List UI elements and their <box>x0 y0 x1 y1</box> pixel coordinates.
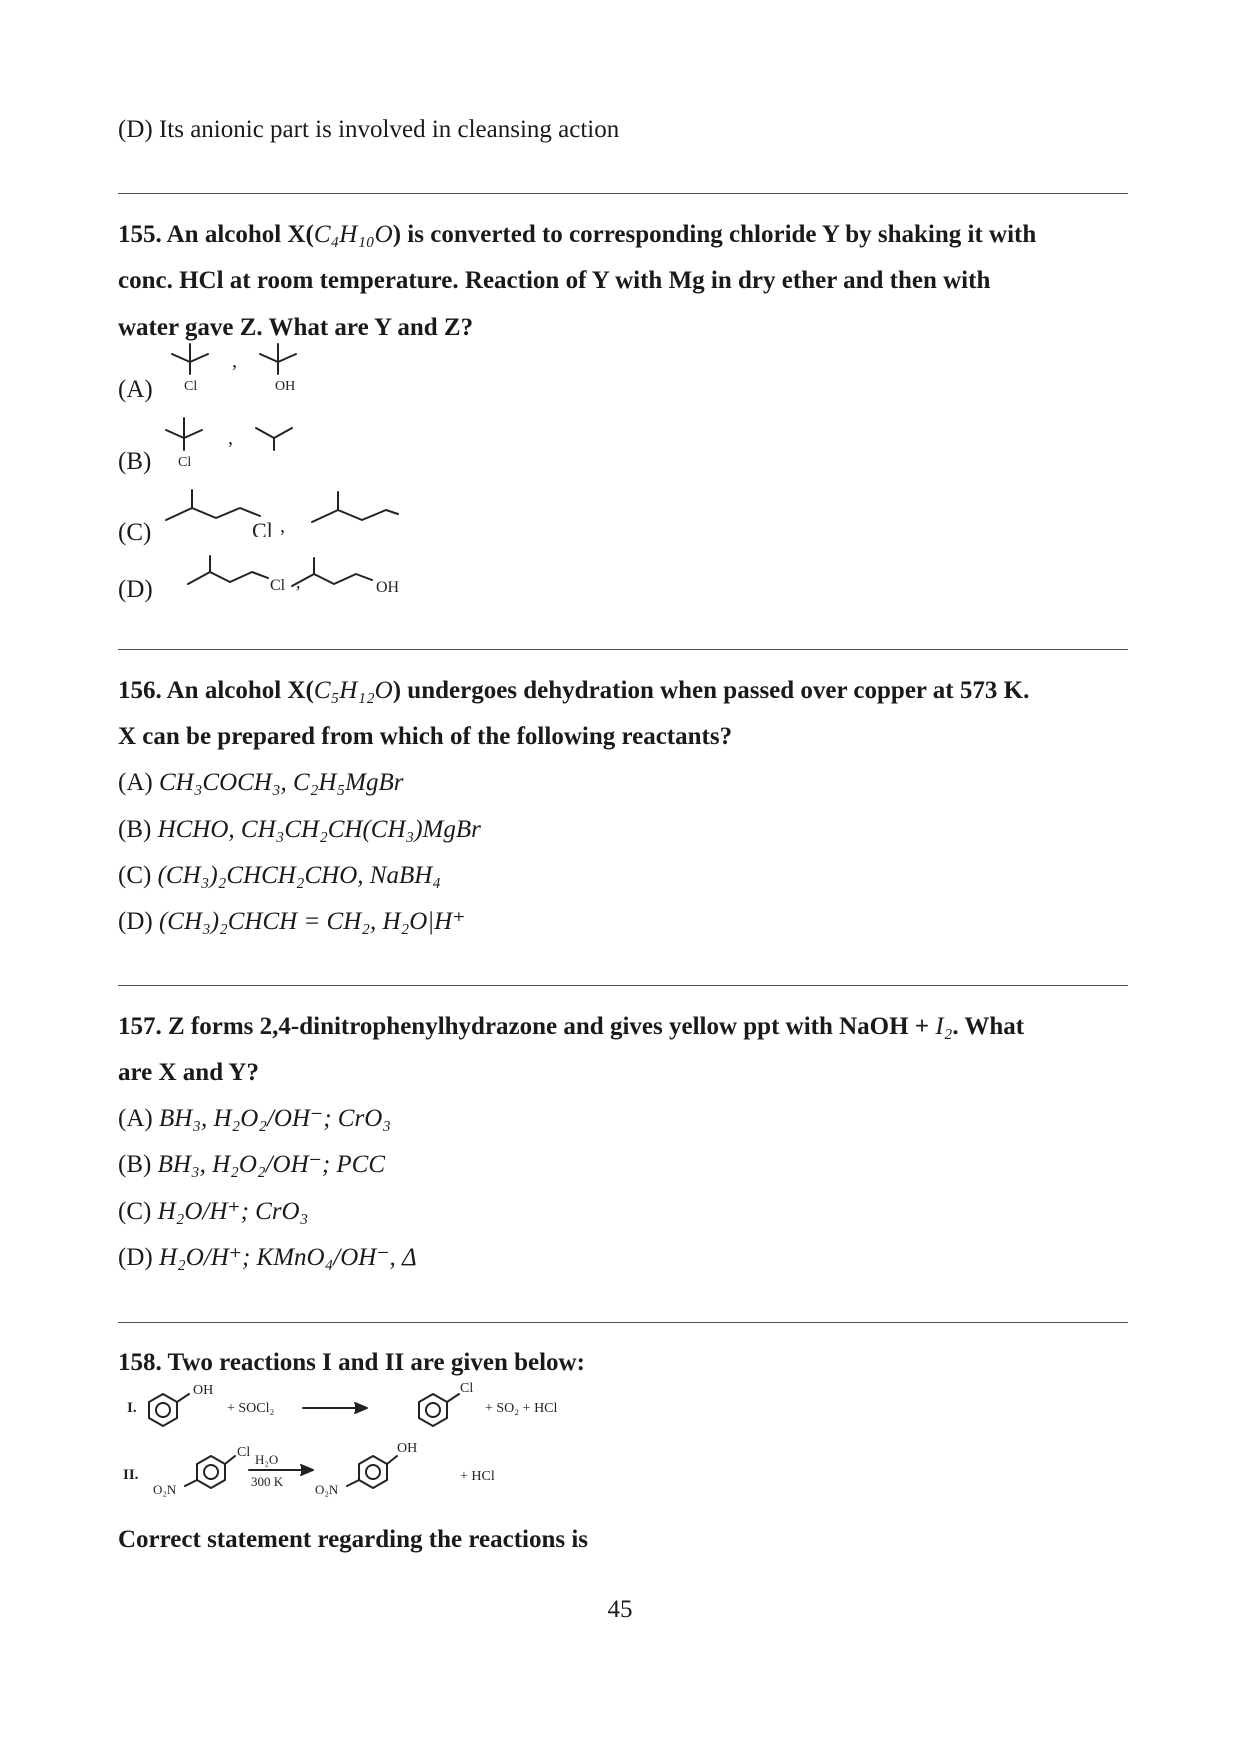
option-label: (C) <box>118 862 152 889</box>
q155-option-b-structures <box>160 410 340 475</box>
q158-reactions-diagram <box>115 1376 635 1511</box>
benzene-ring-icon <box>347 1456 397 1488</box>
condition-top: H₂O <box>255 1452 279 1467</box>
option-text: BH₃, H₂O₂/OH⁻; CrO₃ <box>158 1105 391 1132</box>
q157-reagent: I₂ <box>935 1013 953 1040</box>
q155-line1b: ) is converted to corresponding chloride Y by shaking it with <box>392 221 1037 248</box>
q157-line1b: . What <box>952 1013 1025 1040</box>
q156-line1b: ) undergoes dehydration when passed over copper at 573 K. <box>392 677 1030 704</box>
cl-label: Cl <box>178 455 192 470</box>
reaction-arrow-icon <box>303 1403 367 1413</box>
q155-line1a: 155. An alcohol X( <box>118 221 314 248</box>
q157-line1 <box>118 1012 1024 1042</box>
comma: , <box>296 572 301 592</box>
benzene-ring-icon <box>185 1456 235 1488</box>
option-label: (B) <box>118 816 152 843</box>
reaction-label: II. <box>123 1467 139 1483</box>
benzene-ring-icon <box>149 1394 189 1426</box>
option-text: H₂O/H⁺; CrO₃ <box>157 1198 309 1225</box>
tert-butyl-chloride-skeleton <box>166 418 202 450</box>
divider <box>118 1322 1128 1323</box>
oh-label: OH <box>193 1383 214 1398</box>
q156-formula: C₅H₁₂O <box>313 677 393 704</box>
cl-label: Cl <box>252 518 273 537</box>
cl-label: Cl <box>270 577 286 594</box>
reaction-label: I. <box>127 1400 137 1416</box>
q157-line2: are X and Y? <box>118 1059 259 1086</box>
q156-line2: X can be prepared from which of the following reactants? <box>118 723 733 750</box>
tert-butanol-skeleton <box>260 344 296 374</box>
comma: , <box>228 427 233 449</box>
q155-option-a-label: (A) <box>118 376 153 403</box>
prev-option-d: (D) Its anionic part is involved in cleansing action <box>118 116 620 143</box>
q155-option-a-structures <box>160 340 340 405</box>
byproducts: + SO₂ + HCl <box>485 1401 558 1416</box>
page-number: 45 <box>607 1596 633 1623</box>
condition-bottom: 300 K <box>251 1474 284 1489</box>
isopentyl-chloride-skeleton <box>188 556 268 584</box>
comma: , <box>232 350 237 372</box>
q156-option-b <box>118 815 481 845</box>
option-label: (D) <box>118 1244 153 1271</box>
cl-label: Cl <box>237 1445 251 1460</box>
option-text: CH₃COCH₃, C₂H₅MgBr <box>158 769 404 796</box>
option-label: (A) <box>118 769 153 796</box>
option-label: (B) <box>118 1151 152 1178</box>
no2-label: O₂N <box>315 1482 339 1497</box>
q155-line3: water gave Z. What are Y and Z? <box>118 314 474 341</box>
isobutane-skeleton <box>256 428 292 450</box>
cl-label: Cl <box>460 1381 474 1396</box>
q157-line1a: 157. Z forms 2,4-dinitrophenylhydrazone and gives yellow ppt with NaOH + <box>118 1013 936 1040</box>
reagent: + SOCl₂ <box>227 1401 275 1416</box>
option-text: HCHO, CH₃CH₂CH(CH₃)MgBr <box>157 816 481 843</box>
q156-option-a <box>118 768 403 798</box>
q158-line2: Correct statement regarding the reactions is <box>118 1526 589 1553</box>
q158-line1: 158. Two reactions I and II are given below: <box>118 1349 585 1376</box>
q156-option-d <box>118 907 465 937</box>
no2-label: O₂N <box>153 1482 177 1497</box>
option-label: (C) <box>118 1198 152 1225</box>
q155-option-d-structures <box>160 548 420 603</box>
q155-option-d-label: (D) <box>118 576 153 603</box>
comma: , <box>280 515 285 537</box>
q155-line2: conc. HCl at room temperature. Reaction of Y with Mg in dry ether and then with <box>118 267 991 294</box>
q157-option-d <box>118 1243 417 1273</box>
q155-formula: C₄H₁₀O <box>313 221 393 248</box>
option-text: BH₃, H₂O₂/OH⁻; PCC <box>157 1151 386 1178</box>
option-text: (CH₃)₂CHCH = CH₂, H₂O|H⁺ <box>158 908 466 935</box>
q156-line1 <box>118 676 1029 706</box>
q157-option-b <box>118 1150 385 1180</box>
q157-option-a <box>118 1104 391 1134</box>
q156-option-c <box>118 861 441 891</box>
oh-label: OH <box>275 379 296 394</box>
q157-option-c <box>118 1197 308 1227</box>
option-text: H₂O/H⁺; KMnO₄/OH⁻, Δ <box>158 1244 417 1271</box>
byproducts: + HCl <box>460 1469 495 1484</box>
q155-option-b-label: (B) <box>118 448 152 475</box>
q155-option-c-structures <box>160 482 420 537</box>
divider <box>118 193 1128 194</box>
q156-line1a: 156. An alcohol X( <box>118 677 314 704</box>
isopentanol-skeleton <box>292 558 372 586</box>
option-label: (D) <box>118 908 153 935</box>
isopentyl-chloride-skeleton <box>166 490 260 520</box>
option-text: (CH₃)₂CHCH₂CHO, NaBH₄ <box>157 862 441 889</box>
isopentane-skeleton <box>312 492 398 522</box>
divider <box>118 649 1128 650</box>
tert-butyl-chloride-skeleton <box>172 344 208 374</box>
oh-label: OH <box>376 579 400 596</box>
q155-option-c-label: (C) <box>118 519 152 546</box>
benzene-ring-icon <box>419 1394 459 1426</box>
divider <box>118 985 1128 986</box>
oh-label: OH <box>397 1441 418 1456</box>
cl-label: Cl <box>184 379 198 394</box>
q155-line1 <box>118 220 1036 250</box>
option-label: (A) <box>118 1105 153 1132</box>
